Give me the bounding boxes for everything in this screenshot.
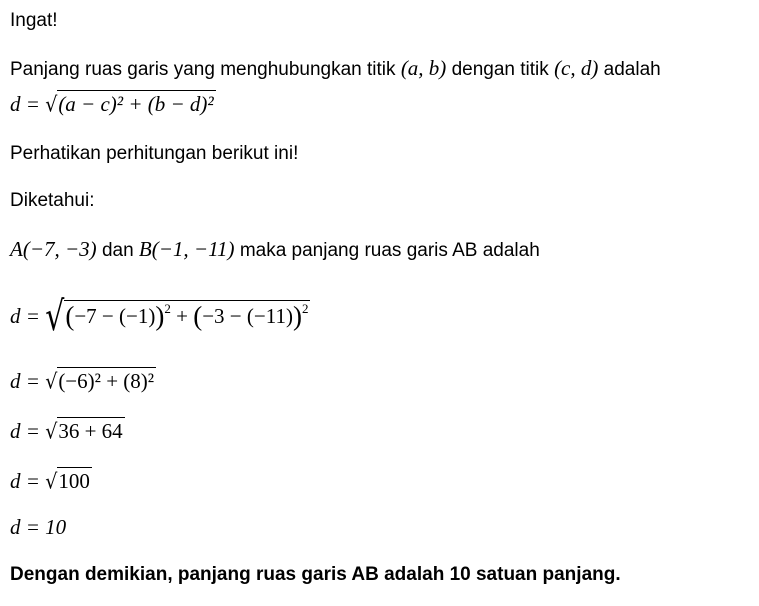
step3-lhs: d = [10, 419, 40, 443]
step1-exp-1: 2 [164, 301, 171, 316]
intro-line [10, 55, 661, 83]
point-b: B(−1, −11) [138, 237, 235, 261]
distance-formula [10, 90, 216, 119]
conclusion-text: Dengan demikian, panjang ruas garis AB adalah 10 satuan panjang. [10, 564, 621, 585]
title-text: Ingat! [10, 10, 58, 31]
step1-term1: −7 − (−1) [74, 304, 156, 328]
step4-lhs: d = [10, 469, 40, 493]
sqrt-symbol: √36 + 64 [45, 419, 123, 445]
step3-radicand: 36 + 64 [58, 419, 123, 443]
step2-radicand: (−6)² + (8)² [58, 369, 155, 393]
step1-radicand: $(-7 - (-1))^2 + (-3 - (-11))^2$ [65, 301, 309, 331]
intro-text-3: adalah [603, 59, 661, 80]
formula-lhs: d = [10, 92, 40, 116]
given-points [10, 236, 540, 264]
step-4 [10, 467, 92, 496]
sqrt-symbol: √(−6)² + (8)² [45, 369, 155, 395]
step2-lhs: d = [10, 369, 40, 393]
step4-radicand: 100 [58, 469, 90, 493]
point-cd: (c, d) [554, 56, 599, 80]
instruction-text: Perhatikan perhitungan berikut ini! [10, 143, 299, 164]
sqrt-symbol: √(a − c)² + (b − d)² [45, 92, 214, 118]
given-label: Diketahui: [10, 190, 95, 211]
sqrt-symbol: √100 [45, 469, 90, 495]
step-1 [10, 293, 310, 341]
point-ab: (a, b) [400, 56, 447, 80]
sqrt-symbol: $√(-7 - (-1))^2 + (-3 - (-11))^2$ [45, 293, 309, 341]
formula-radicand: (a − c)² + (b − d)² [58, 92, 214, 116]
step-5: d = 10 [10, 515, 67, 539]
step1-term2: −3 − (−11) [202, 304, 293, 328]
given-text: maka panjang ruas garis AB adalah [239, 240, 540, 261]
step-2 [10, 367, 156, 396]
step1-exp-2: 2 [301, 301, 309, 316]
step1-plus: + [176, 304, 188, 328]
step1-lhs: d = [10, 304, 40, 328]
intro-text-2: dengan titik [451, 59, 549, 80]
intro-text-1: Panjang ruas garis yang menghubungkan titik [10, 59, 396, 80]
point-a: A(−7, −3) [10, 237, 97, 261]
step-3 [10, 417, 125, 446]
given-connector: dan [101, 240, 134, 261]
